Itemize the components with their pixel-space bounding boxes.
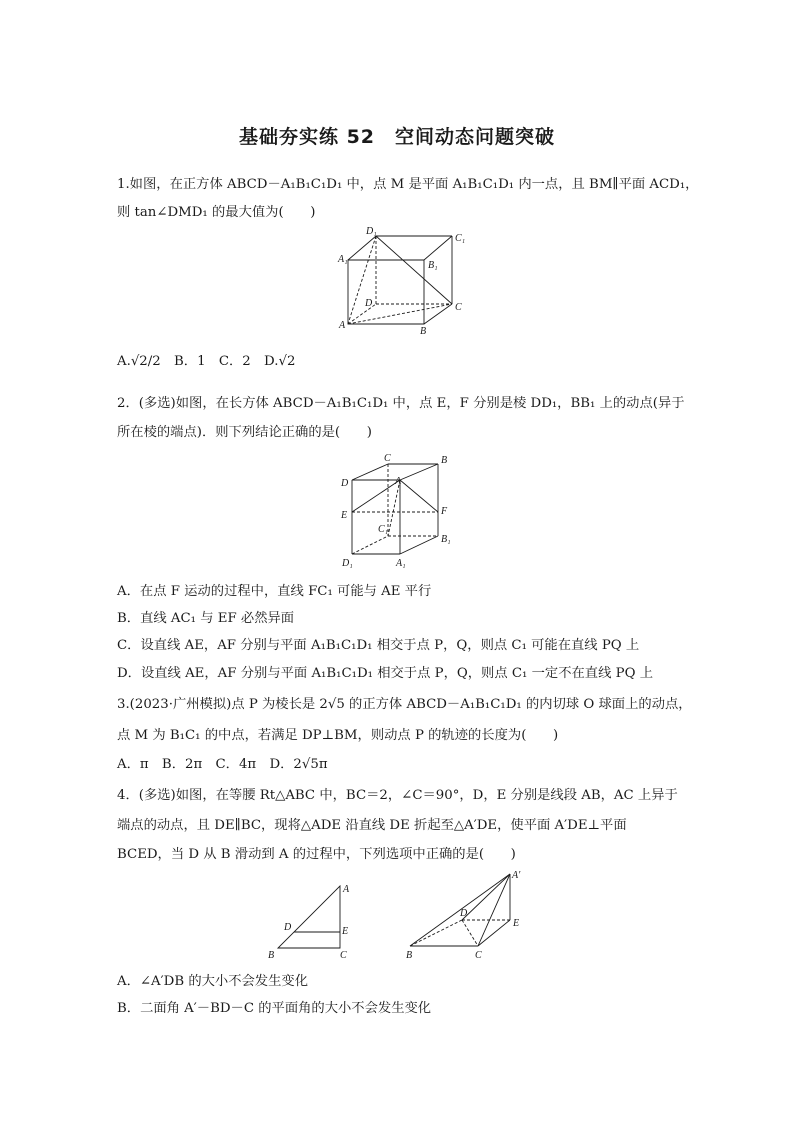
q4-fig1-label-c: C xyxy=(340,950,347,961)
q4-stem-line1: 4．(多选)如图，在等腰 Rt△ABC 中，BC＝2，∠C＝90°，D，E 分别是线段 AB，AC 上异于 xyxy=(117,788,678,803)
q2-option-b: B．直线 AC₁ 与 EF 必然异面 xyxy=(117,611,295,626)
q2-label-c: C xyxy=(384,453,391,464)
q1-label-c1: C₁ xyxy=(455,233,466,244)
q2-stem-line2: 所在棱的端点)．则下列结论正确的是( ) xyxy=(117,425,372,440)
q3-options: A．π B．2π C．4π D．2√5π xyxy=(117,757,328,772)
q2-label-d1: D₁ xyxy=(342,558,353,569)
q2-label-a: A xyxy=(395,476,402,487)
q2-option-a: A．在点 F 运动的过程中，直线 FC₁ 可能与 AE 平行 xyxy=(117,584,432,599)
q2-label-e: E xyxy=(341,510,348,521)
q1-label-a: A xyxy=(339,320,346,331)
q4-fig2-label-b: B xyxy=(406,950,413,961)
q1-label-c: C xyxy=(455,302,462,313)
q4-fig2-label-a1: A′ xyxy=(512,870,521,881)
q1-label-a1: A₁ xyxy=(338,254,348,265)
q4-stem-line3: BCED，当 D 从 B 滑动到 A 的过程中，下列选项中正确的是( ) xyxy=(117,847,516,862)
q2-label-f: F xyxy=(441,506,448,517)
q1-cube-figure xyxy=(336,224,466,336)
q4-stem-line2: 端点的动点，且 DE∥BC，现将△ADE 沿直线 DE 折起至△A′DE，使平面 A′DE⊥平面 xyxy=(117,818,627,833)
q4-triangle-figure xyxy=(262,878,362,962)
q3-stem-line2: 点 M 为 B₁C₁ 的中点，若满足 DP⊥BM，则动点 P 的轨迹的长度为( ) xyxy=(117,728,559,743)
q1-options: A.√2/2 B．1 C．2 D.√2 xyxy=(117,354,296,369)
q4-fig2-label-d: D xyxy=(460,908,468,919)
q4-option-a: A．∠A′DB 的大小不会发生变化 xyxy=(117,974,308,989)
q4-option-b: B．二面角 A′－BD－C 的平面角的大小不会发生变化 xyxy=(117,1001,432,1016)
q4-folded-figure xyxy=(400,866,540,962)
q1-stem-line1: 1.如图，在正方体 ABCD－A₁B₁C₁D₁ 中，点 M 是平面 A₁B₁C₁D₁ 内一点，且 BM∥平面 ACD₁， xyxy=(117,177,699,192)
q4-fig1-label-a: A xyxy=(343,884,350,895)
q4-fig1-label-b: B xyxy=(268,950,275,961)
q1-label-d: D xyxy=(365,298,373,309)
page-title: 基础夯实练 52 空间动态问题突破 xyxy=(238,126,556,148)
q1-label-b: B xyxy=(420,326,427,336)
q3-stem-line1: 3.(2023·广州模拟)点 P 为棱长是 2√5 的正方体 ABCD－A₁B₁C₁D₁ 的内切球 O 球面上的动点， xyxy=(117,697,692,712)
q2-cuboid-figure xyxy=(338,450,458,572)
q2-stem-line1: 2．(多选)如图，在长方体 ABCD－A₁B₁C₁D₁ 中，点 E，F 分别是棱 DD₁，BB₁ 上的动点(异于 xyxy=(117,396,685,411)
q4-fig2-label-e: E xyxy=(513,918,520,929)
q4-fig1-label-d: D xyxy=(284,922,292,933)
q4-fig2-label-c: C xyxy=(475,950,482,961)
q2-label-c1: C₁ xyxy=(378,524,389,535)
q2-label-b: B xyxy=(441,455,448,466)
q2-option-d: D．设直线 AE，AF 分别与平面 A₁B₁C₁D₁ 相交于点 P，Q，则点 C₁ 一定不在直线 PQ 上 xyxy=(117,666,653,681)
q1-stem-line2: 则 tan∠DMD₁ 的最大值为( ) xyxy=(117,205,316,220)
q1-label-d1: D₁ xyxy=(366,226,377,237)
q2-label-a1: A₁ xyxy=(396,558,406,569)
q2-option-c: C．设直线 AE，AF 分别与平面 A₁B₁C₁D₁ 相交于点 P，Q，则点 C₁ 可能在直线 PQ 上 xyxy=(117,638,640,653)
q1-label-b1: B₁ xyxy=(428,260,438,271)
q2-label-b1: B₁ xyxy=(441,534,451,545)
q2-label-d: D xyxy=(341,478,349,489)
q4-fig1-label-e: E xyxy=(342,926,349,937)
